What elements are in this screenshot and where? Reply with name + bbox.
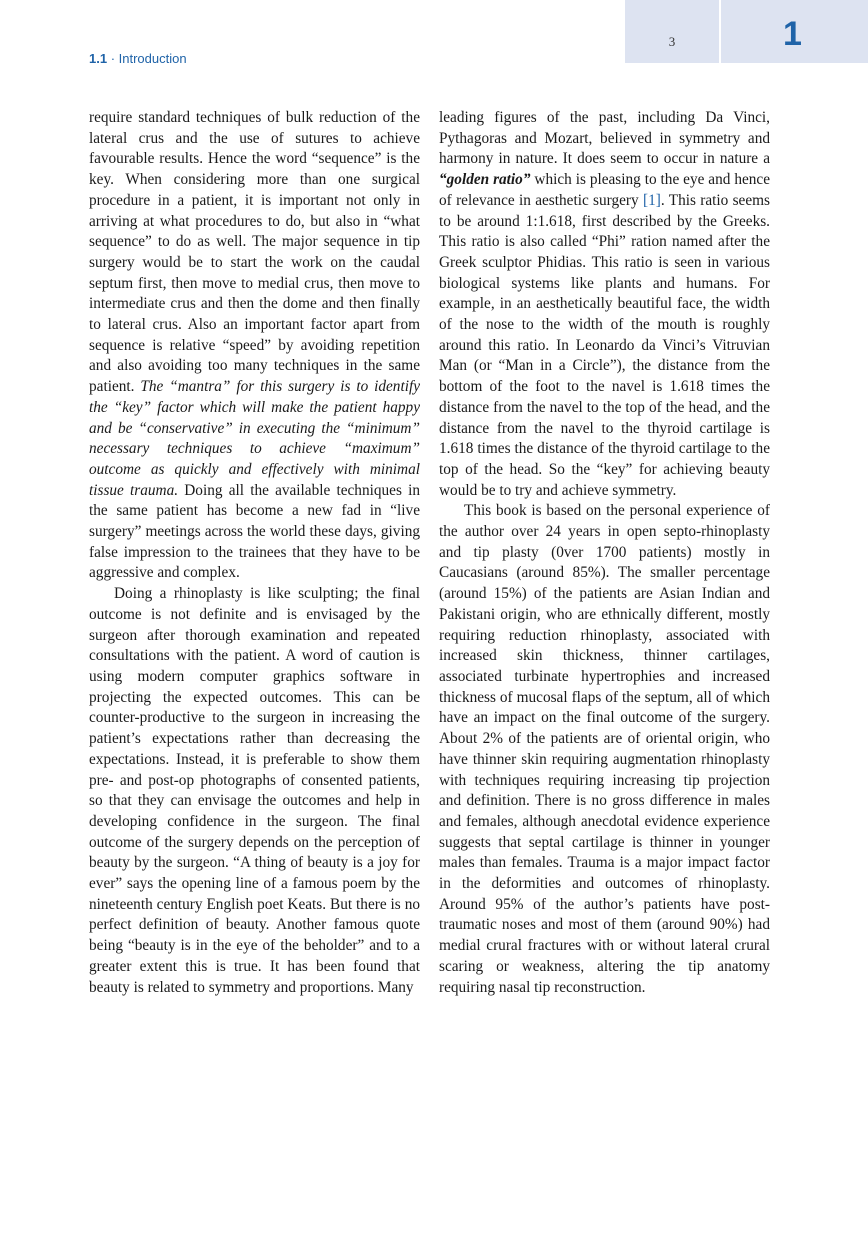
paragraph-text: Doing all the available techniques in the same patient has become a new fad in “live surgery” meetings across the world these days, giving false impression to the trainees that they have to be aggressive and complex. bbox=[89, 481, 420, 582]
left-column bbox=[89, 108, 420, 998]
paragraph-text: which is pleasing to the eye and hence of relevance in aesthetic surgery bbox=[439, 171, 770, 209]
chapter-number: 1 bbox=[783, 15, 802, 53]
paragraph-text: . This ratio seems to be around 1:1.618, first described by the Greeks. This ratio is also called “Phi” ration named after the Greek sculptor Phidias. This ratio is seen in various biological systems like plants and humans. For example, in an aesthetically beautiful face, the width of the nose to the width of the mouth is roughly around this ratio. In Leonardo da Vinci’s Vitruvian Man (or “Man in a Circle”), the distance from the bottom of the foot to the navel is 1.618 times the distance from the navel to the top of the head, and the distance from the navel to the thyroid cartilage is 1.618 times the distance of the thyroid cartilage to the top of the head. So the “key” for achieving beauty would be to try and achieve symmetry. bbox=[439, 191, 770, 499]
paragraph bbox=[89, 108, 420, 584]
running-head bbox=[89, 51, 187, 66]
section-separator: · bbox=[107, 51, 119, 66]
paragraph: Doing a rhinoplasty is like sculpting; the final outcome is not definite and is envisaged by the surgeon after thorough examination and repeated consultations with the patient. A word of caution is using modern computer graphics software in projecting the expected outcomes. This can be counter-productive to the surgeon in increasing the patient’s expectations rather than decreasing the expectations. Instead, it is preferable to show them pre- and post-op photographs of consented patients, so that they can envisage the outcomes and help in developing confidence in the surgeon. The final outcome of the surgery depends on the perception of beauty by the surgeon. “A thing of beauty is a joy for ever” says the opening line of a famous poem by the nineteenth century English poet Keats. But there is no perfect definition of beauty. Another famous quote being “beauty is in the eye of the beholder” and to a greater extent this is true. It has been found that beauty is related to symmetry and proportions. Many bbox=[89, 585, 420, 996]
paragraph-text: require standard techniques of bulk reduction of the lateral crus and the use of sutures to achieve favourable results. Hence the word “sequence” is the key. When considering more than one surgical procedure in a patient, it is important not only in arriving at what procedures to do, but also in “what sequence” to do as well. The major sequence in tip surgery would be to start the work on the caudal septum first, then move to medial crus, then move to intermediate crus and then the dome and then finally to lateral crus. Also an important factor apart from sequence is relative “speed” by avoiding repetition and also avoiding too many techniques in the same patient. bbox=[89, 109, 420, 396]
right-column bbox=[439, 108, 770, 998]
paragraph-italic-text: “golden ratio” bbox=[439, 171, 531, 189]
paragraph-text: leading figures of the past, including Da Vinci, Pythagoras and Mozart, believed in symmetry and harmony in nature. It does seem to occur in nature a bbox=[439, 109, 770, 168]
reference-link[interactable]: [1] bbox=[643, 191, 661, 209]
section-number: 1.1 bbox=[89, 51, 108, 66]
page-number: 3 bbox=[668, 34, 676, 49]
section-title: Introduction bbox=[118, 51, 187, 66]
paragraph-italic-text: The “mantra” for this surgery is to identify the “key” factor which will make the patient happy and be “conservative” in executing the “minimum” necessary techniques to achieve “maximum” outcome as quickly and effectively with minimal tissue trauma. bbox=[89, 378, 420, 499]
paragraph bbox=[439, 108, 770, 501]
paragraph: This book is based on the personal experience of the author over 24 years in open septo-rhinoplasty and tip plasty (0ver 1700 patients) mostly in Caucasians (around 85%). The smaller percentage (around 15%) of the patients are Asian Indian and Pakistani origin, who are ethnically different, mostly requiring reduction rhinoplasty, associated with increased skin thickness, thinner cartilages, associated turbinate hypertrophies and increased thickness of mucosal flaps of the septum, all of which have an impact on the final outcome of the surgery. About 2% of the patients are of oriental origin, who have thinner skin requiring augmentation rhinoplasty with techniques requiring increasing tip projection and definition. There is no gross difference in males and females, although anecdotal evidence experience suggests that septal cartilage is thinner in younger males than females. Trauma is a major impact factor in the deformities and outcomes of rhinoplasty. Around 95% of the author’s patients have post-traumatic noses and most of them (around 90%) had medial crural fractures with or without lateral crural scaring or weakness, altering the tip anatomy requiring nasal tip reconstruction. bbox=[439, 502, 770, 996]
page-number-tab bbox=[625, 0, 719, 63]
